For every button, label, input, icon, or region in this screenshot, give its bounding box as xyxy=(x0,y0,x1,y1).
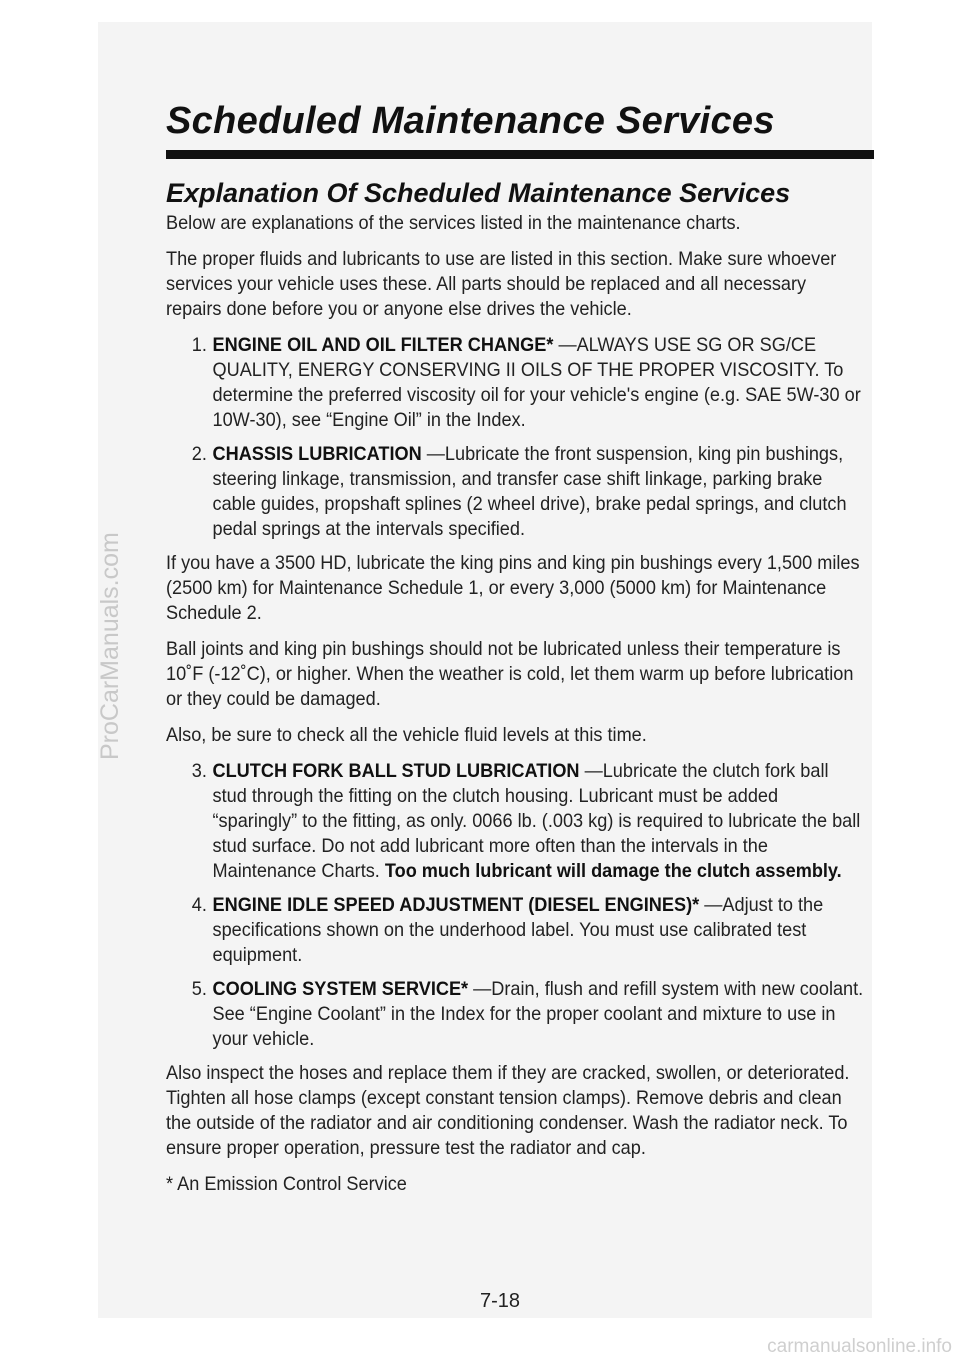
list-item-2 xyxy=(166,442,864,542)
body-text xyxy=(166,211,864,1208)
bottom-watermark: carmanualsonline.info xyxy=(767,1336,952,1357)
title-rule xyxy=(166,150,874,159)
item-number: 2. xyxy=(191,443,207,465)
intro-paragraph-2: The proper fluids and lubricants to use are listed in this section. Make sure whoever services your vehicle uses these. All parts should be replaced and all necessary repairs done before you or anyone else drives the vehicle. xyxy=(166,248,837,320)
side-watermark: ProCarManuals.com xyxy=(96,532,124,760)
item-text: —ALWAYS USE SG OR SG/CE QUALITY, ENERGY CONSERVING II OILS OF THE PROPER VISCOSITY. To determine the preferred viscosity oil for your vehicle's engine (e.g. SAE 5W-30 or 10W-30), see “Engine Oil” in the Index. xyxy=(212,334,861,431)
item-heading: COOLING SYSTEM SERVICE* xyxy=(212,978,469,1000)
item-text: —Lubricate the front suspension, king pin bushings, steering linkage, transmission, and transfer case shift linkage, parking brake cable guides, propshaft splines (2 wheel drive), brake pedal springs, and clutch pedal springs at the intervals specified. xyxy=(212,443,847,540)
list-item-5 xyxy=(166,977,864,1052)
item-2-paragraph-1: If you have a 3500 HD, lubricate the king pins and king pin bushings every 1,500 miles (2500 km) for Maintenance Schedule 1, or every 3,000 (5000 km) for Maintenance Schedule 2. xyxy=(166,552,860,624)
item-2-paragraph-3: Also, be sure to check all the vehicle fluid levels at this time. xyxy=(166,724,647,746)
item-heading: CHASSIS LUBRICATION xyxy=(212,443,422,465)
list-item-1 xyxy=(166,333,864,433)
item-text: —Adjust to the specifications shown on the underhood label. You must use calibrated test equipment. xyxy=(212,894,824,966)
intro-paragraph-1: Below are explanations of the services listed in the maintenance charts. xyxy=(166,212,741,234)
item-number: 4. xyxy=(191,894,207,916)
list-item-4 xyxy=(166,893,864,968)
item-heading: CLUTCH FORK BALL STUD LUBRICATION xyxy=(212,760,580,782)
footnote: * An Emission Control Service xyxy=(166,1173,407,1195)
item-5-paragraph-1: Also inspect the hoses and replace them if they are cracked, swollen, or deteriorated. Tighten all hose clamps (except constant tension clamps). Remove debris and clean the outside of the radiator and air conditioning condenser. Wash the radiator neck. To ensure proper operation, pressure test the radiator and cap. xyxy=(166,1062,850,1159)
item-text: —Drain, flush and refill system with new coolant. See “Engine Coolant” in the Index for the proper coolant and mixture to use in your vehicle. xyxy=(212,978,864,1050)
item-text: —Lubricate the clutch fork ball stud through the fitting on the clutch housing. Lubricant must be added “sparingly” to the fitting, as only. 0066 lb. (.003 kg) is required to lubricate the ball stud surface. Do not add lubricant more often than the intervals in the Maintenance Charts. xyxy=(212,760,861,882)
item-number: 1. xyxy=(191,334,207,356)
list-item-3 xyxy=(166,759,864,884)
item-number: 3. xyxy=(191,760,207,782)
section-subtitle: Explanation Of Scheduled Maintenance Services xyxy=(166,178,791,208)
item-number: 5. xyxy=(191,978,207,1000)
item-heading: ENGINE IDLE SPEED ADJUSTMENT (DIESEL ENGINES)* xyxy=(212,894,700,916)
page-number: 7-18 xyxy=(479,1290,521,1312)
item-2-paragraph-2: Ball joints and king pin bushings should not be lubricated unless their temperature is 10˚F (-12˚C), or higher. When the weather is cold, let them warm up before lubrication or they could be damaged. xyxy=(166,638,854,710)
page-title: Scheduled Maintenance Services xyxy=(166,100,775,142)
item-warning: Too much lubricant will damage the clutch assembly. xyxy=(384,860,842,882)
item-heading: ENGINE OIL AND OIL FILTER CHANGE* xyxy=(212,334,554,356)
